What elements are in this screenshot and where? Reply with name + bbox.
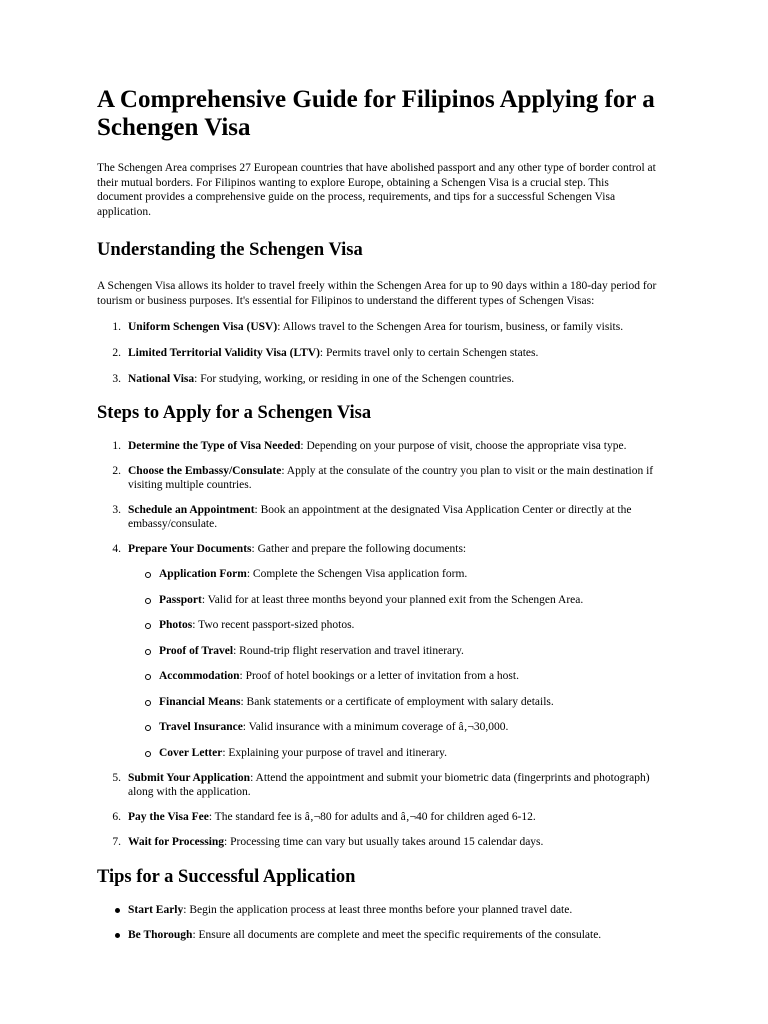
section-heading-steps: Steps to Apply for a Schengen Visa: [97, 403, 372, 423]
sublist-term: Accommodation: [159, 670, 240, 682]
circle-bullet-icon: [145, 649, 151, 655]
sublist-text: : Valid for at least three months beyond your planned exit from the Schengen Area.: [201, 593, 584, 606]
sublist-text: : Bank statements or a certificate of employment with salary details.: [240, 695, 554, 708]
sublist-item: [97, 593, 657, 607]
list-text: : Ensure all documents are complete and meet the specific requirements of the consulate.: [192, 928, 602, 941]
sublist-term: Passport: [159, 593, 202, 606]
list-number: 1.: [112, 440, 121, 452]
list-term: Submit Your Application: [128, 771, 251, 784]
disc-bullet-icon: [115, 933, 120, 938]
sublist-term: Cover Letter: [159, 746, 223, 759]
sublist-text: : Valid insurance with a minimum coverage of â‚¬30,000.: [242, 721, 509, 733]
list-term: Start Early: [128, 903, 184, 916]
document-page: [97, 86, 657, 942]
circle-bullet-icon: [145, 598, 151, 604]
list-item: [97, 903, 657, 917]
list-term: Pay the Visa Fee: [128, 810, 209, 823]
list-item: [97, 771, 657, 799]
list-term: Schedule an Appointment: [128, 504, 255, 516]
list-text: : Book an appointment at the designated Visa Application Center or directly at the embassy/consulate.: [128, 504, 632, 530]
section-heading-understanding: Understanding the Schengen Visa: [97, 240, 363, 260]
list-text: : Gather and prepare the following documents:: [251, 543, 467, 555]
list-number: 2.: [112, 465, 121, 477]
sublist-text: : Round-trip flight reservation and travel itinerary.: [233, 644, 464, 657]
list-term: Wait for Processing: [128, 835, 225, 848]
documents-sublist: [97, 567, 657, 760]
disc-bullet-icon: [115, 908, 120, 913]
list-term: Limited Territorial Validity Visa (LTV): [128, 347, 320, 359]
list-text: : For studying, working, or residing in one of the Schengen countries.: [194, 373, 515, 385]
list-number: 4.: [112, 543, 121, 555]
list-text: : Processing time can vary but usually takes around 15 calendar days.: [224, 835, 544, 848]
list-item: [97, 810, 657, 824]
sublist-term: Proof of Travel: [159, 644, 234, 657]
circle-bullet-icon: [145, 623, 151, 629]
list-text: : Permits travel only to certain Schengen states.: [319, 347, 539, 359]
sublist-term: Photos: [159, 619, 193, 631]
list-number: 1.: [112, 321, 121, 333]
list-item: [97, 542, 657, 760]
understanding-paragraph: A Schengen Visa allows its holder to travel freely within the Schengen Area for up to 90 days within a 180-day period for tourism or business purposes. It's essential for Filipinos to understand the different types of Schengen Visas:: [97, 280, 657, 307]
list-item: [97, 346, 657, 360]
list-item: [97, 320, 657, 334]
list-item: [97, 928, 657, 942]
list-term: Determine the Type of Visa Needed: [128, 440, 301, 452]
circle-bullet-icon: [145, 725, 151, 731]
list-text: : Allows travel to the Schengen Area for tourism, business, or family visits.: [277, 321, 624, 333]
circle-bullet-icon: [145, 572, 151, 578]
list-number: 7.: [112, 835, 121, 848]
sublist-item: [97, 720, 657, 734]
sublist-term: Financial Means: [159, 695, 241, 708]
list-term: Choose the Embassy/Consulate: [128, 465, 282, 477]
list-term: National Visa: [128, 373, 195, 385]
sublist-item: [97, 695, 657, 709]
list-text: : Apply at the consulate of the country you plan to visit or the main destination if visiting multiple countries.: [128, 465, 654, 491]
list-term: Be Thorough: [128, 928, 193, 941]
list-item: [97, 372, 657, 386]
list-item: [97, 503, 657, 531]
tips-list: [97, 903, 657, 942]
list-term: Prepare Your Documents: [128, 543, 252, 555]
sublist-text: : Explaining your purpose of travel and itinerary.: [222, 746, 448, 759]
sublist-item: [97, 644, 657, 658]
sublist-item: [97, 746, 657, 760]
document-title: A Comprehensive Guide for Filipinos Applying for a Schengen Visa: [97, 86, 655, 141]
section-heading-tips: Tips for a Successful Application: [97, 866, 356, 887]
list-text: : Begin the application process at least three months before your planned travel date.: [183, 903, 573, 916]
circle-bullet-icon: [145, 700, 151, 706]
circle-bullet-icon: [145, 751, 151, 757]
list-text: : Depending on your purpose of visit, choose the appropriate visa type.: [300, 440, 627, 452]
sublist-text: : Proof of hotel bookings or a letter of invitation from a host.: [239, 670, 519, 682]
list-number: 3.: [112, 373, 121, 385]
list-text: : Attend the appointment and submit your biometric data (fingerprints and photograph) along with the application.: [128, 771, 650, 798]
list-term: Uniform Schengen Visa (USV): [128, 321, 278, 333]
sublist-term: Application Form: [159, 568, 247, 580]
list-item: [97, 464, 657, 492]
steps-list: [97, 439, 657, 849]
sublist-item: [97, 669, 657, 683]
sublist-item: [97, 567, 657, 581]
list-text: : The standard fee is â‚¬80 for adults and â‚¬40 for children aged 6-12.: [208, 810, 536, 823]
list-number: 3.: [112, 504, 121, 516]
list-number: 2.: [112, 347, 121, 359]
circle-bullet-icon: [145, 674, 151, 680]
sublist-text: : Two recent passport-sized photos.: [192, 619, 355, 631]
sublist-item: [97, 618, 657, 632]
intro-paragraph: The Schengen Area comprises 27 European countries that have abolished passport and any other type of border control at their mutual borders. For Filipinos wanting to explore Europe, obtaining a Schengen Visa is a crucial step. This document provides a comprehensive guide on the process, requirements, and tips for a successful Schengen Visa application.: [97, 162, 656, 218]
visa-types-list: [97, 320, 657, 386]
list-item: [97, 835, 657, 849]
list-item: [97, 439, 657, 453]
list-number: 6.: [112, 810, 121, 823]
list-number: 5.: [112, 771, 121, 784]
sublist-text: : Complete the Schengen Visa application form.: [246, 568, 468, 580]
sublist-term: Travel Insurance: [159, 721, 243, 733]
